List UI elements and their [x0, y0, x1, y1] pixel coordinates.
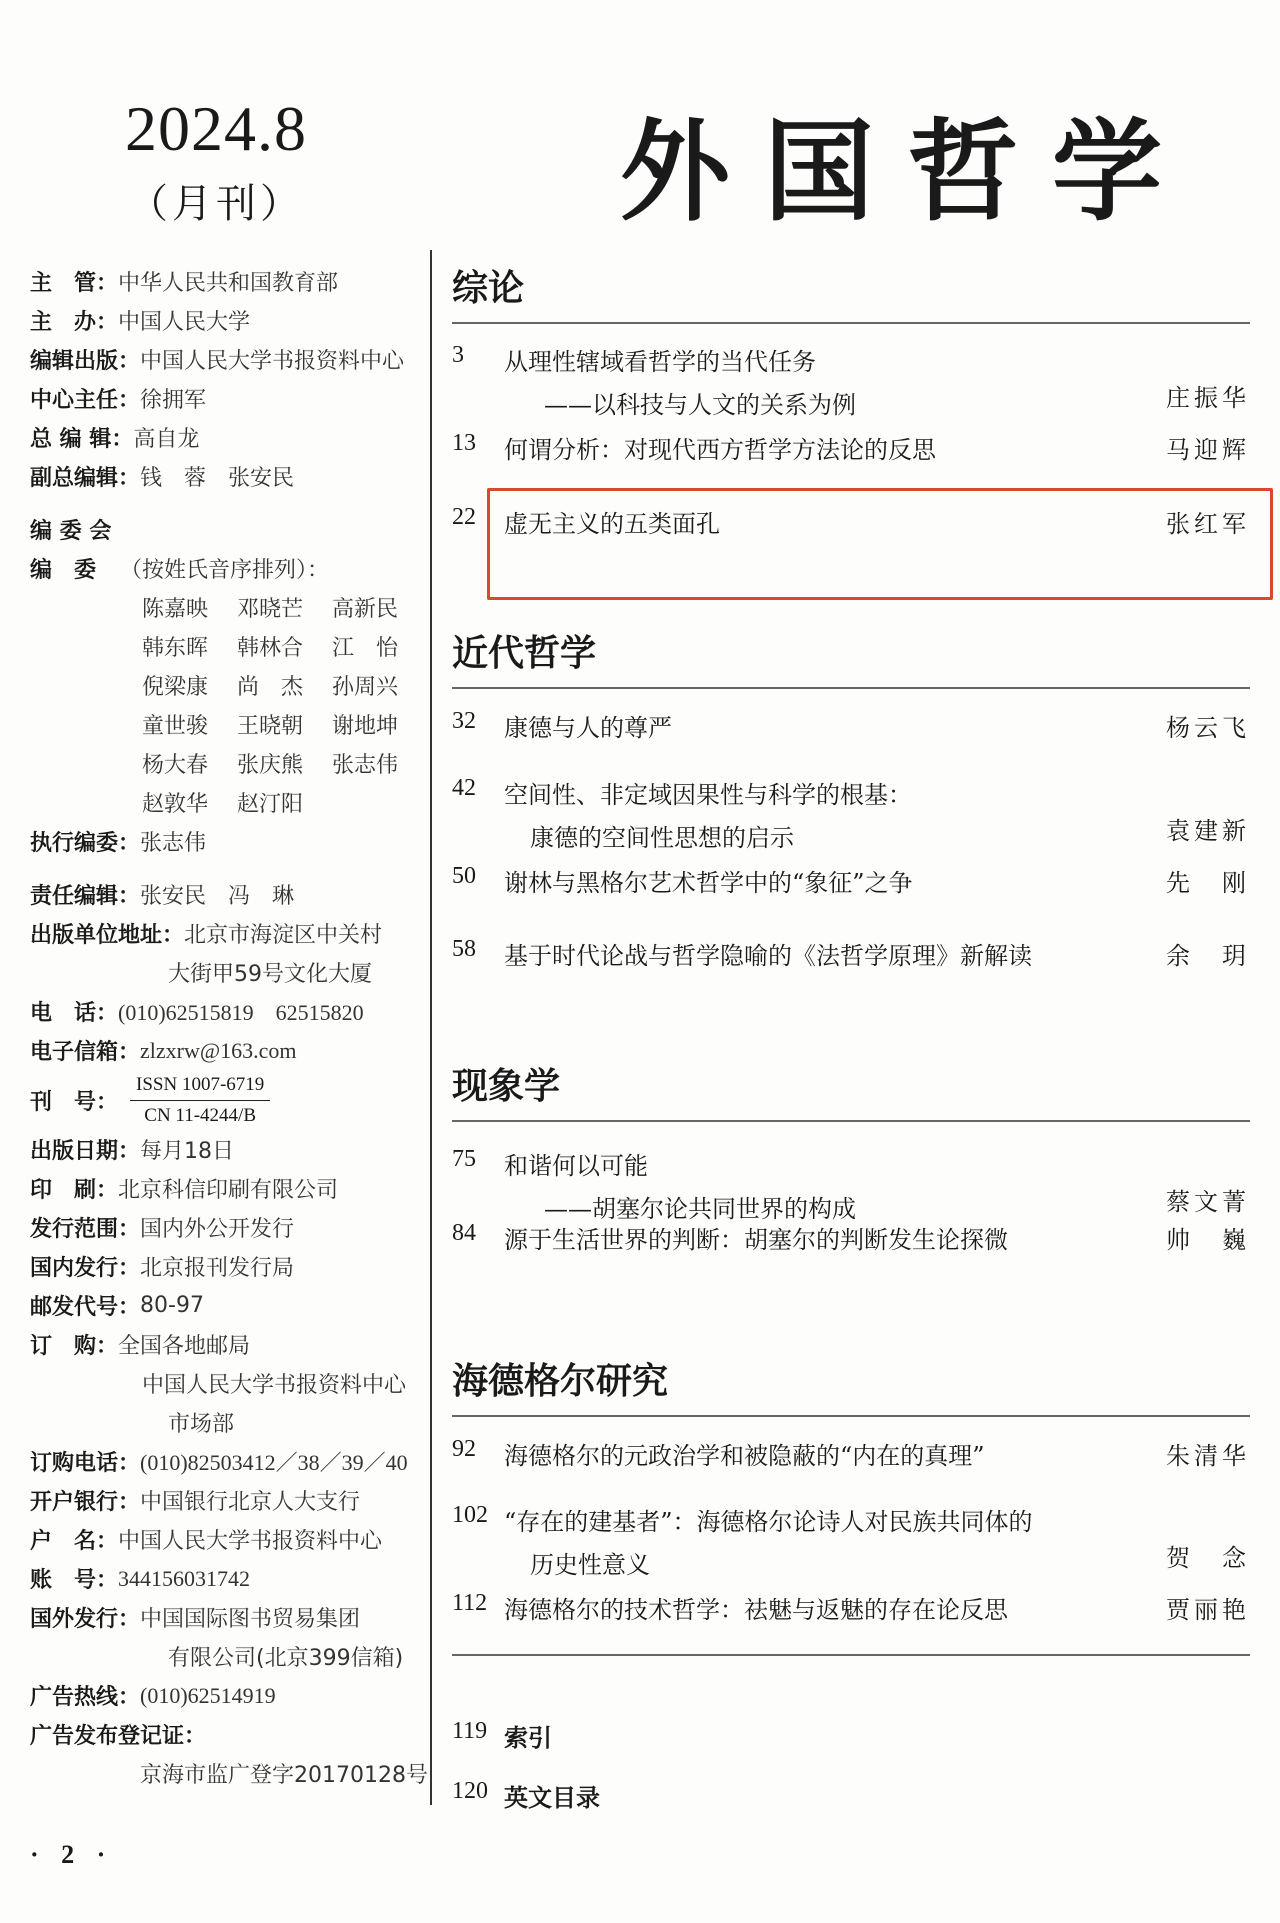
board-member: 谢地坤 [332, 714, 399, 739]
board-member: 张志伟 [332, 753, 399, 778]
value: 徐拥军 [140, 388, 207, 413]
journal-title: 外国哲学 [620, 107, 1196, 236]
label: 编辑出版： [30, 349, 141, 374]
board-member: 杨大春 [142, 753, 209, 778]
entry-page: 50 [452, 863, 476, 889]
label: 发行范围： [30, 1217, 141, 1242]
entry-title: 空间性、非定域因果性与科学的根基： [504, 781, 912, 809]
label: 刊 号： [30, 1089, 119, 1115]
masthead-row [30, 1325, 430, 1364]
masthead-row [30, 822, 430, 861]
masthead-row [30, 1403, 430, 1442]
entry-page: 58 [452, 936, 476, 962]
masthead-row [30, 1520, 430, 1559]
entry-title: 虚无主义的五类面孔 [504, 510, 720, 538]
masthead-row [30, 1559, 430, 1598]
entry-page: 3 [452, 342, 464, 368]
section-title: 综论 [452, 268, 525, 309]
value: 钱 蓉 张安民 [140, 466, 295, 491]
entry-title: 海德格尔的元政治学和被隐蔽的“内在的真理” [504, 1442, 985, 1470]
masthead-row [30, 914, 430, 953]
masthead-row [30, 1598, 430, 1637]
value: 大街甲59号文化大厦 [168, 962, 372, 987]
entry-author: 余 玥 [1166, 942, 1250, 970]
masthead-row [30, 1364, 430, 1403]
masthead-row [30, 379, 430, 418]
label: 电子信箱： [30, 1040, 141, 1065]
label: 主 办： [30, 310, 119, 335]
value: 中国人民大学 [118, 310, 251, 335]
board-member: 张庆熊 [237, 753, 304, 778]
masthead-row [30, 1481, 430, 1520]
masthead-row [30, 262, 430, 301]
cn: CN 11-4244/B [144, 1104, 256, 1126]
value: 高自龙 [133, 427, 200, 452]
label: 副总编辑： [30, 466, 141, 491]
issue-number: 2024.8 [125, 93, 307, 164]
toc-entry[interactable] [452, 775, 1250, 853]
value: 张志伟 [140, 831, 207, 856]
value: 中国人民大学书报资料中心 [142, 1373, 407, 1398]
board-member: 陈嘉映 [142, 597, 209, 622]
masthead-row [30, 1031, 430, 1070]
board-members [30, 588, 430, 822]
entry-title: 基于时代论战与哲学隐喻的《法哲学原理》新解读 [504, 942, 1032, 970]
toc-entry[interactable] [452, 1220, 1250, 1255]
column-divider [430, 250, 432, 1805]
value: 344156031742 [118, 1565, 251, 1591]
toc-entry[interactable] [452, 1590, 1250, 1625]
entry-title: 谢林与黑格尔艺术哲学中的“象征”之争 [504, 869, 913, 897]
entry-subtitle: 历史性意义 [530, 1551, 650, 1579]
toc-entry[interactable] [452, 342, 1250, 420]
toc-entry[interactable] [452, 708, 1250, 743]
entry-title: 和谐何以可能 [504, 1152, 648, 1180]
section-rule [452, 687, 1250, 689]
section-rule [452, 1120, 1250, 1122]
masthead-row [30, 875, 430, 914]
label: 账 号： [30, 1568, 119, 1593]
entry-page: 13 [452, 430, 476, 456]
value: (010)62515819 62515820 [118, 1000, 364, 1025]
entry-author: 蔡文菁 [1166, 1188, 1250, 1216]
entry-author: 张红军 [1166, 510, 1250, 538]
entry-author: 马迎辉 [1166, 436, 1250, 464]
entry-subtitle: 康德的空间性思想的启示 [530, 824, 794, 852]
toc-entry[interactable] [452, 863, 1250, 898]
masthead-row [30, 992, 430, 1031]
entry-subtitle: ——胡塞尔论共同世界的构成 [544, 1195, 856, 1223]
entry-title: 康德与人的尊严 [504, 714, 672, 742]
masthead-row [30, 1754, 430, 1793]
entry-author: 帅 巍 [1166, 1226, 1250, 1254]
entry-page: 119 [452, 1718, 488, 1744]
board-member: 王晓朝 [237, 714, 304, 739]
masthead-row [30, 1169, 430, 1208]
label: 责任编辑： [30, 884, 141, 909]
entry-title: 索引 [504, 1724, 552, 1752]
masthead-row [30, 1208, 430, 1247]
masthead-row [30, 1286, 430, 1325]
board-member: 赵敦华 [142, 792, 209, 817]
entry-author: 袁建新 [1166, 817, 1250, 845]
masthead-row [30, 340, 430, 379]
entry-title: 海德格尔的技术哲学：祛魅与返魅的存在论反思 [504, 1596, 1008, 1624]
label: 主 管： [30, 271, 119, 296]
entry-title: 英文目录 [504, 1784, 600, 1812]
section-title: 现象学 [452, 1066, 561, 1107]
label: 出版日期： [30, 1139, 141, 1164]
value: (010)82503412／38／39／40 [140, 1450, 408, 1475]
label: 出版单位地址： [30, 923, 185, 948]
value: 中国银行北京人大支行 [140, 1490, 361, 1515]
value: 张安民 冯 琳 [140, 884, 295, 909]
masthead-row [30, 1637, 430, 1676]
value: 北京科信印刷有限公司 [118, 1178, 339, 1203]
label: 订 购： [30, 1334, 119, 1359]
value: zlzxrw@163.com [140, 1037, 297, 1063]
toc-entry[interactable] [452, 430, 1250, 465]
masthead-row [30, 1070, 430, 1130]
frequency-label: （月刊） [128, 181, 304, 227]
section-rule [452, 1654, 1250, 1656]
board-heading: 编 委 会 [30, 519, 112, 544]
board-member: 赵汀阳 [237, 792, 304, 817]
label: 电 话： [30, 1001, 119, 1026]
board-member: 韩东晖 [142, 636, 209, 661]
entry-title: “存在的建基者”：海德格尔论诗人对民族共同体的 [504, 1508, 1033, 1536]
page-number: · 2 · [30, 1840, 114, 1869]
masthead-row [30, 301, 430, 340]
value: 北京报刊发行局 [140, 1256, 295, 1281]
masthead-row [30, 953, 430, 992]
masthead-row [30, 418, 430, 457]
board-member: 尚 杰 [237, 675, 304, 700]
value: 全国各地邮局 [118, 1334, 251, 1359]
entry-author: 庄振华 [1166, 384, 1250, 412]
entry-subtitle: ——以科技与人文的关系为例 [544, 391, 856, 419]
label: 总 编 辑： [30, 427, 134, 452]
value: 国内外公开发行 [140, 1217, 295, 1242]
section-rule [452, 1415, 1250, 1417]
value: 80-97 [140, 1293, 204, 1318]
issn-block [130, 1074, 270, 1127]
value: 京海市监广登字20170128号 [140, 1763, 428, 1788]
entry-page: 102 [452, 1502, 488, 1528]
value: 北京市海淀区中关村 [184, 923, 383, 948]
value: 有限公司(北京399信箱) [168, 1646, 404, 1671]
label: 执行编委： [30, 831, 141, 856]
english-toc-entry[interactable] [452, 1778, 600, 1813]
value: 每月18日 [140, 1139, 235, 1164]
entry-author: 杨云飞 [1166, 714, 1250, 742]
entry-page: 32 [452, 708, 476, 734]
value: (010)62514919 [140, 1682, 276, 1708]
entry-author: 先 刚 [1166, 869, 1250, 897]
entry-page: 112 [452, 1590, 488, 1616]
masthead-row [30, 1715, 430, 1754]
toc-entry[interactable] [452, 1146, 1250, 1224]
entry-author: 贾丽艳 [1166, 1596, 1250, 1624]
entry-author: 朱清华 [1166, 1442, 1250, 1470]
entry-title: 何谓分析：对现代西方哲学方法论的反思 [504, 436, 936, 464]
toc-entry[interactable] [452, 1502, 1250, 1580]
label: 广告发布登记证： [30, 1724, 207, 1749]
label: 邮发代号： [30, 1295, 141, 1320]
board-member: 倪梁康 [142, 675, 209, 700]
board-member: 邓晓芒 [237, 597, 304, 622]
masthead-row [30, 510, 430, 549]
masthead-row [30, 1442, 430, 1481]
entry-page: 75 [452, 1146, 476, 1172]
section-rule [452, 322, 1250, 324]
value: 中国人民大学书报资料中心 [140, 349, 405, 374]
toc-entry[interactable] [452, 1436, 1250, 1471]
board-member: 童世骏 [142, 714, 209, 739]
entry-title: 源于生活世界的判断：胡塞尔的判断发生论探微 [504, 1226, 1008, 1254]
board-member: 江 怡 [332, 636, 399, 661]
index-entry[interactable] [452, 1718, 552, 1753]
label: 开户银行： [30, 1490, 141, 1515]
masthead-row [30, 549, 430, 588]
label: 户 名： [30, 1529, 119, 1554]
label: 国外发行： [30, 1607, 141, 1632]
masthead [30, 262, 430, 1793]
label: 编 委 [30, 558, 97, 583]
label: 国内发行： [30, 1256, 141, 1281]
value: 中国人民大学书报资料中心 [118, 1529, 383, 1554]
entry-page: 22 [452, 504, 476, 530]
label: 订购电话： [30, 1451, 141, 1476]
entry-page: 42 [452, 775, 476, 801]
masthead-row [30, 1676, 430, 1715]
label: 中心主任： [30, 388, 141, 413]
board-member: 孙周兴 [332, 675, 399, 700]
value: 中国国际图书贸易集团 [140, 1607, 361, 1632]
value: （按姓氏音序排列）： [120, 558, 330, 583]
value: 市场部 [168, 1412, 235, 1437]
section-title: 海德格尔研究 [452, 1361, 669, 1402]
issn: ISSN 1007-6719 [130, 1074, 270, 1101]
entry-page: 120 [452, 1778, 488, 1804]
label: 广告热线： [30, 1685, 141, 1710]
toc-entry[interactable] [452, 936, 1250, 971]
entry-page: 92 [452, 1436, 476, 1462]
board-member: 韩林合 [237, 636, 304, 661]
highlight-box [487, 488, 1273, 600]
label: 印 刷： [30, 1178, 119, 1203]
masthead-row [30, 457, 430, 496]
entry-title: 从理性辖域看哲学的当代任务 [504, 348, 816, 376]
value: 中华人民共和国教育部 [118, 271, 339, 296]
masthead-row [30, 1247, 430, 1286]
section-title: 近代哲学 [452, 633, 597, 674]
entry-author: 贺 念 [1166, 1544, 1250, 1572]
board-member: 高新民 [332, 597, 399, 622]
masthead-row [30, 1130, 430, 1169]
entry-page: 84 [452, 1220, 476, 1246]
